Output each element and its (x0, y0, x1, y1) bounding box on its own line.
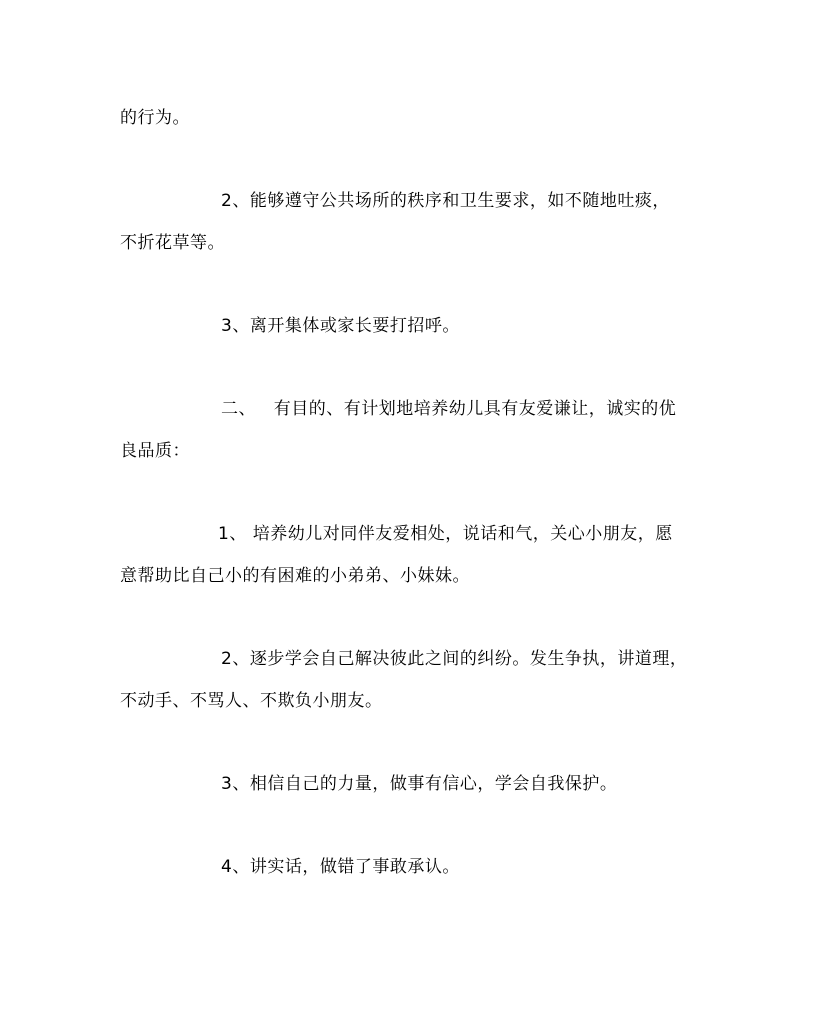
text-line: 良品质： (120, 441, 190, 461)
text-line: 意帮助比自己小的有困难的小弟弟、小妹妹。 (120, 566, 470, 586)
text-line: 1、 培养幼儿对同伴友爱相处，说话和气，关心小朋友，愿 (218, 524, 673, 544)
section-heading: 二、 有目的、有计划地培养幼儿具有友爱谦让，诚实的优 (221, 399, 677, 419)
text-line: 3、相信自己的力量，做事有信心，学会自我保护。 (221, 774, 618, 794)
text-line: 4、讲实话，做错了事敢承认。 (221, 857, 460, 877)
text-line: 2、逐步学会自己解决彼此之间的纠纷。发生争执，讲道理， (221, 649, 688, 669)
text-line: 2、能够遵守公共场所的秩序和卫生要求，如不随地吐痰， (221, 191, 670, 211)
text-line: 不折花草等。 (120, 233, 225, 253)
text-line: 的行为。 (120, 108, 190, 128)
text-line: 3、离开集体或家长要打招呼。 (221, 316, 460, 336)
text-line: 不动手、不骂人、不欺负小朋友。 (120, 691, 383, 711)
